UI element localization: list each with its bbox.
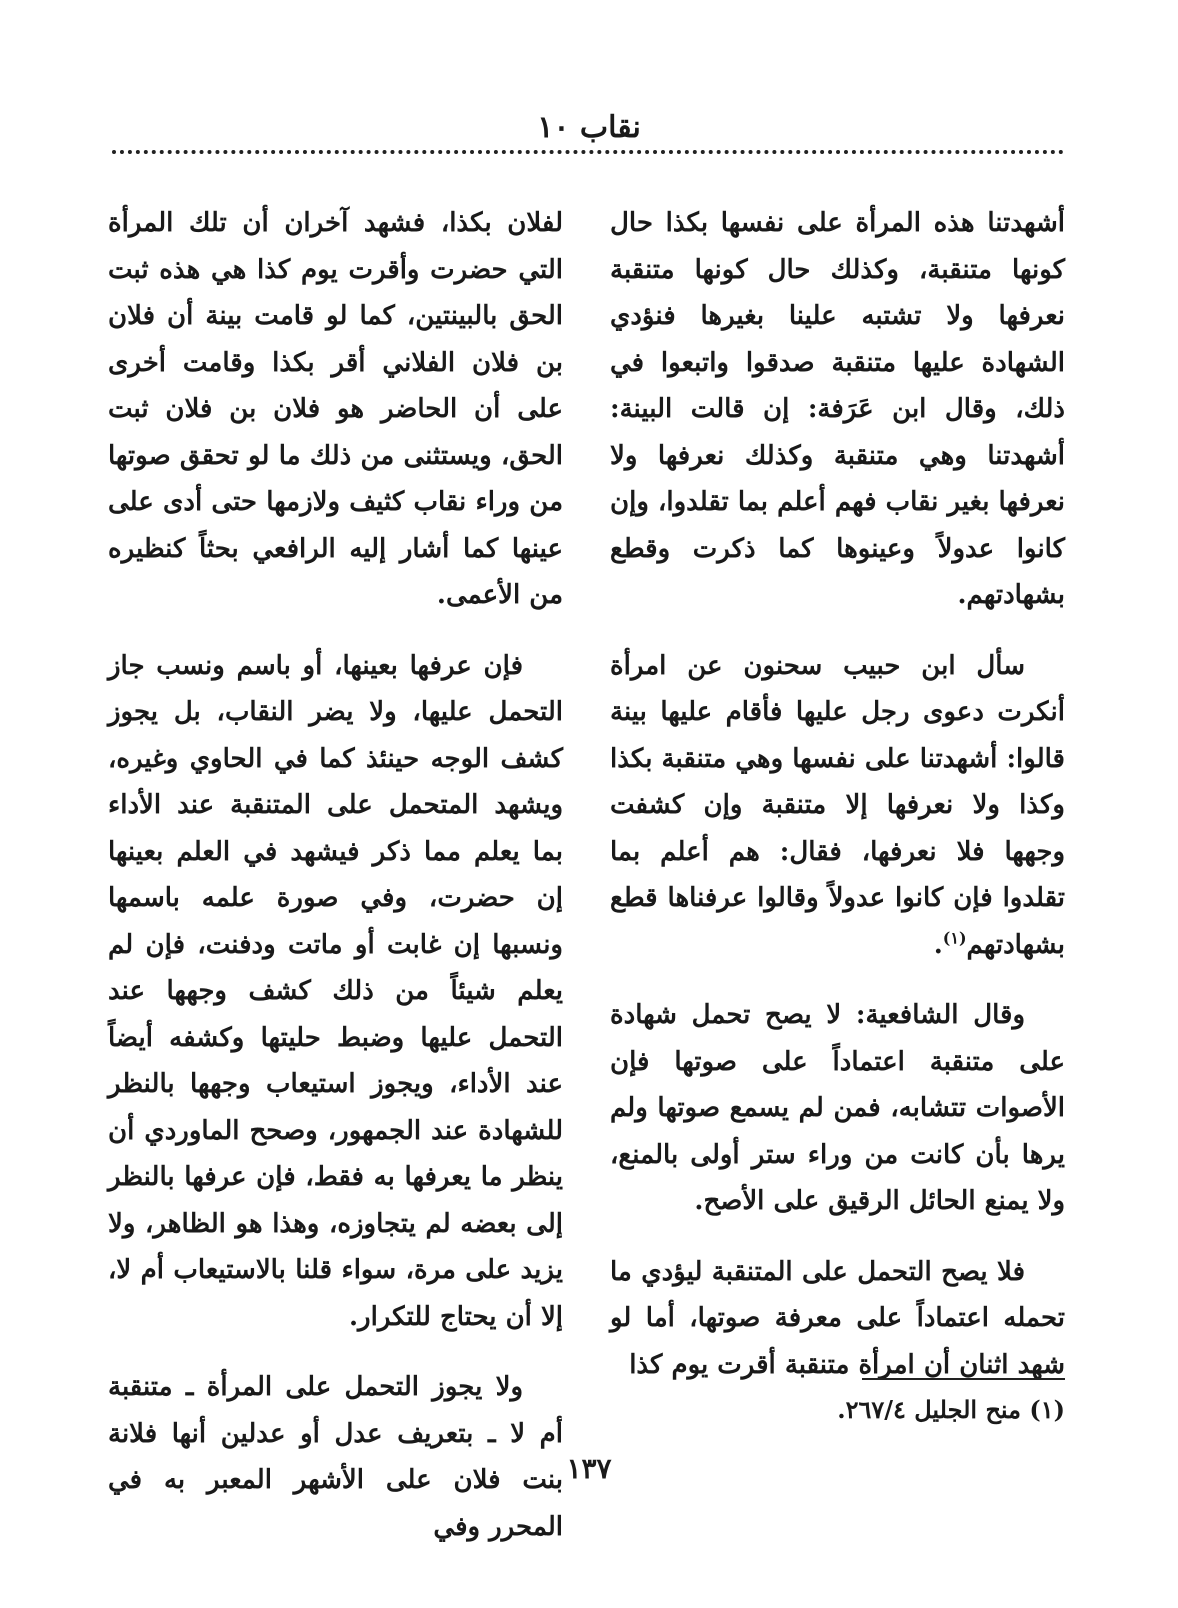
- paragraph: وقال الشافعية: لا يصح تحمل شهادة على متنقبة اعتماداً على صوتها فإن الأصوات تتشابه، فمن لم يسمع صوتها ولم يرها بأن كانت من وراء ستر أولى بالمنع، ولا يمنع الحائل الرقيق على الأصح.: [610, 1000, 1065, 1216]
- paragraph: لفلان بكذا، فشهد آخران أن تلك المرأة التي حضرت وأقرت يوم كذا هي هذه ثبت الحق بالبينتين، كما لو قامت بينة أن فلان بن فلان الفلاني أقر بكذا وقامت أخرى على أن الحاضر هو فلان بن فلان ثبت الحق، ويستثنى من ذلك ما لو تحقق صوتها من وراء نقاب كثيف ولازمها حتى أدى على عينها كما أشار إليه الرافعي بحثاً كنظيره من الأعمى.: [108, 208, 563, 610]
- paragraph: [610, 643, 1065, 969]
- right-text-column: [610, 200, 1065, 1412]
- footnote-reference: (١): [942, 927, 967, 947]
- header-dotted-divider: [112, 150, 1064, 154]
- paragraph-end-punct: .: [933, 929, 943, 960]
- footnote-divider: [862, 1378, 1065, 1380]
- paragraph-text: سأل ابن حبيب سحنون عن امرأة أنكرت دعوى رجل عليها فأقام عليها بينة قالوا: أشهدتنا على نفسها وهي متنقبة بكذا وكذا ولا نعرفها إلا متنقبة وإن كشفت وجهها فلا نعرفها، فقال: هم أعلم بما تقلدوا فإن كانوا عدولاً وقالوا عرفناها قطع بشهادتهم: [610, 650, 1065, 960]
- running-header-title: نقاب ١٠: [537, 110, 641, 145]
- paragraph: فإن عرفها بعينها، أو باسم ونسب جاز التحمل عليها، ولا يضر النقاب، بل يجوز كشف الوجه حينئذ كما في الحاوي وغيره، ويشهد المتحمل على المتنقبة عند الأداء بما يعلم مما ذكر فيشهد في العلم بعينها إن حضرت، وفي صورة علمه باسمها ونسبها إن غابت أو ماتت ودفنت، فإن لم يعلم شيئاً من ذلك كشف وجهها عند التحمل عليها وضبط حليتها وكشفه أيضاً عند الأداء، ويجوز استيعاب وجهها بالنظر للشهادة عند الجمهور، وصحح الماوردي أن ينظر ما يعرفها به فقط، فإن عرفها بالنظر إلى بعضه لم يتجاوزه، وهذا هو الظاهر، ولا يزيد على مرة، سواء قلنا بالاستيعاب أم لا، إلا أن يحتاج للتكرار.: [108, 650, 563, 1332]
- paragraph: أشهدتنا هذه المرأة على نفسها بكذا حال كونها متنقبة، وكذلك حال كونها متنقبة نعرفها ولا تشتبه علينا بغيرها فنؤدي الشهادة عليها متنقبة صدقوا واتبعوا في ذلك، وقال ابن عَرَفة: إن قالت البينة: أشهدتنا وهي متنقبة وكذلك نعرفها ولا نعرفها بغير نقاب فهم أعلم بما تقلدوا، وإن كانوا عدولاً وعينوها كما ذكرت وقطع بشهادتهم.: [610, 208, 1065, 610]
- page-number: ١٣٧: [566, 1452, 612, 1485]
- paragraph: ولا يجوز التحمل على المرأة ـ متنقبة أم لا ـ بتعريف عدل أو عدلين أنها فلانة بنت فلان على الأشهر المعبر به في المحرر وفي: [108, 1372, 563, 1542]
- left-text-column: [108, 200, 563, 1574]
- footnote: (١) منح الجليل ٢٦٧/٤.: [837, 1395, 1065, 1424]
- paragraph: فلا يصح التحمل على المتنقبة ليؤدي ما تحمله اعتماداً على معرفة صوتها، أما لو شهد اثنان أن امرأة متنقبة أقرت يوم كذا: [610, 1256, 1065, 1380]
